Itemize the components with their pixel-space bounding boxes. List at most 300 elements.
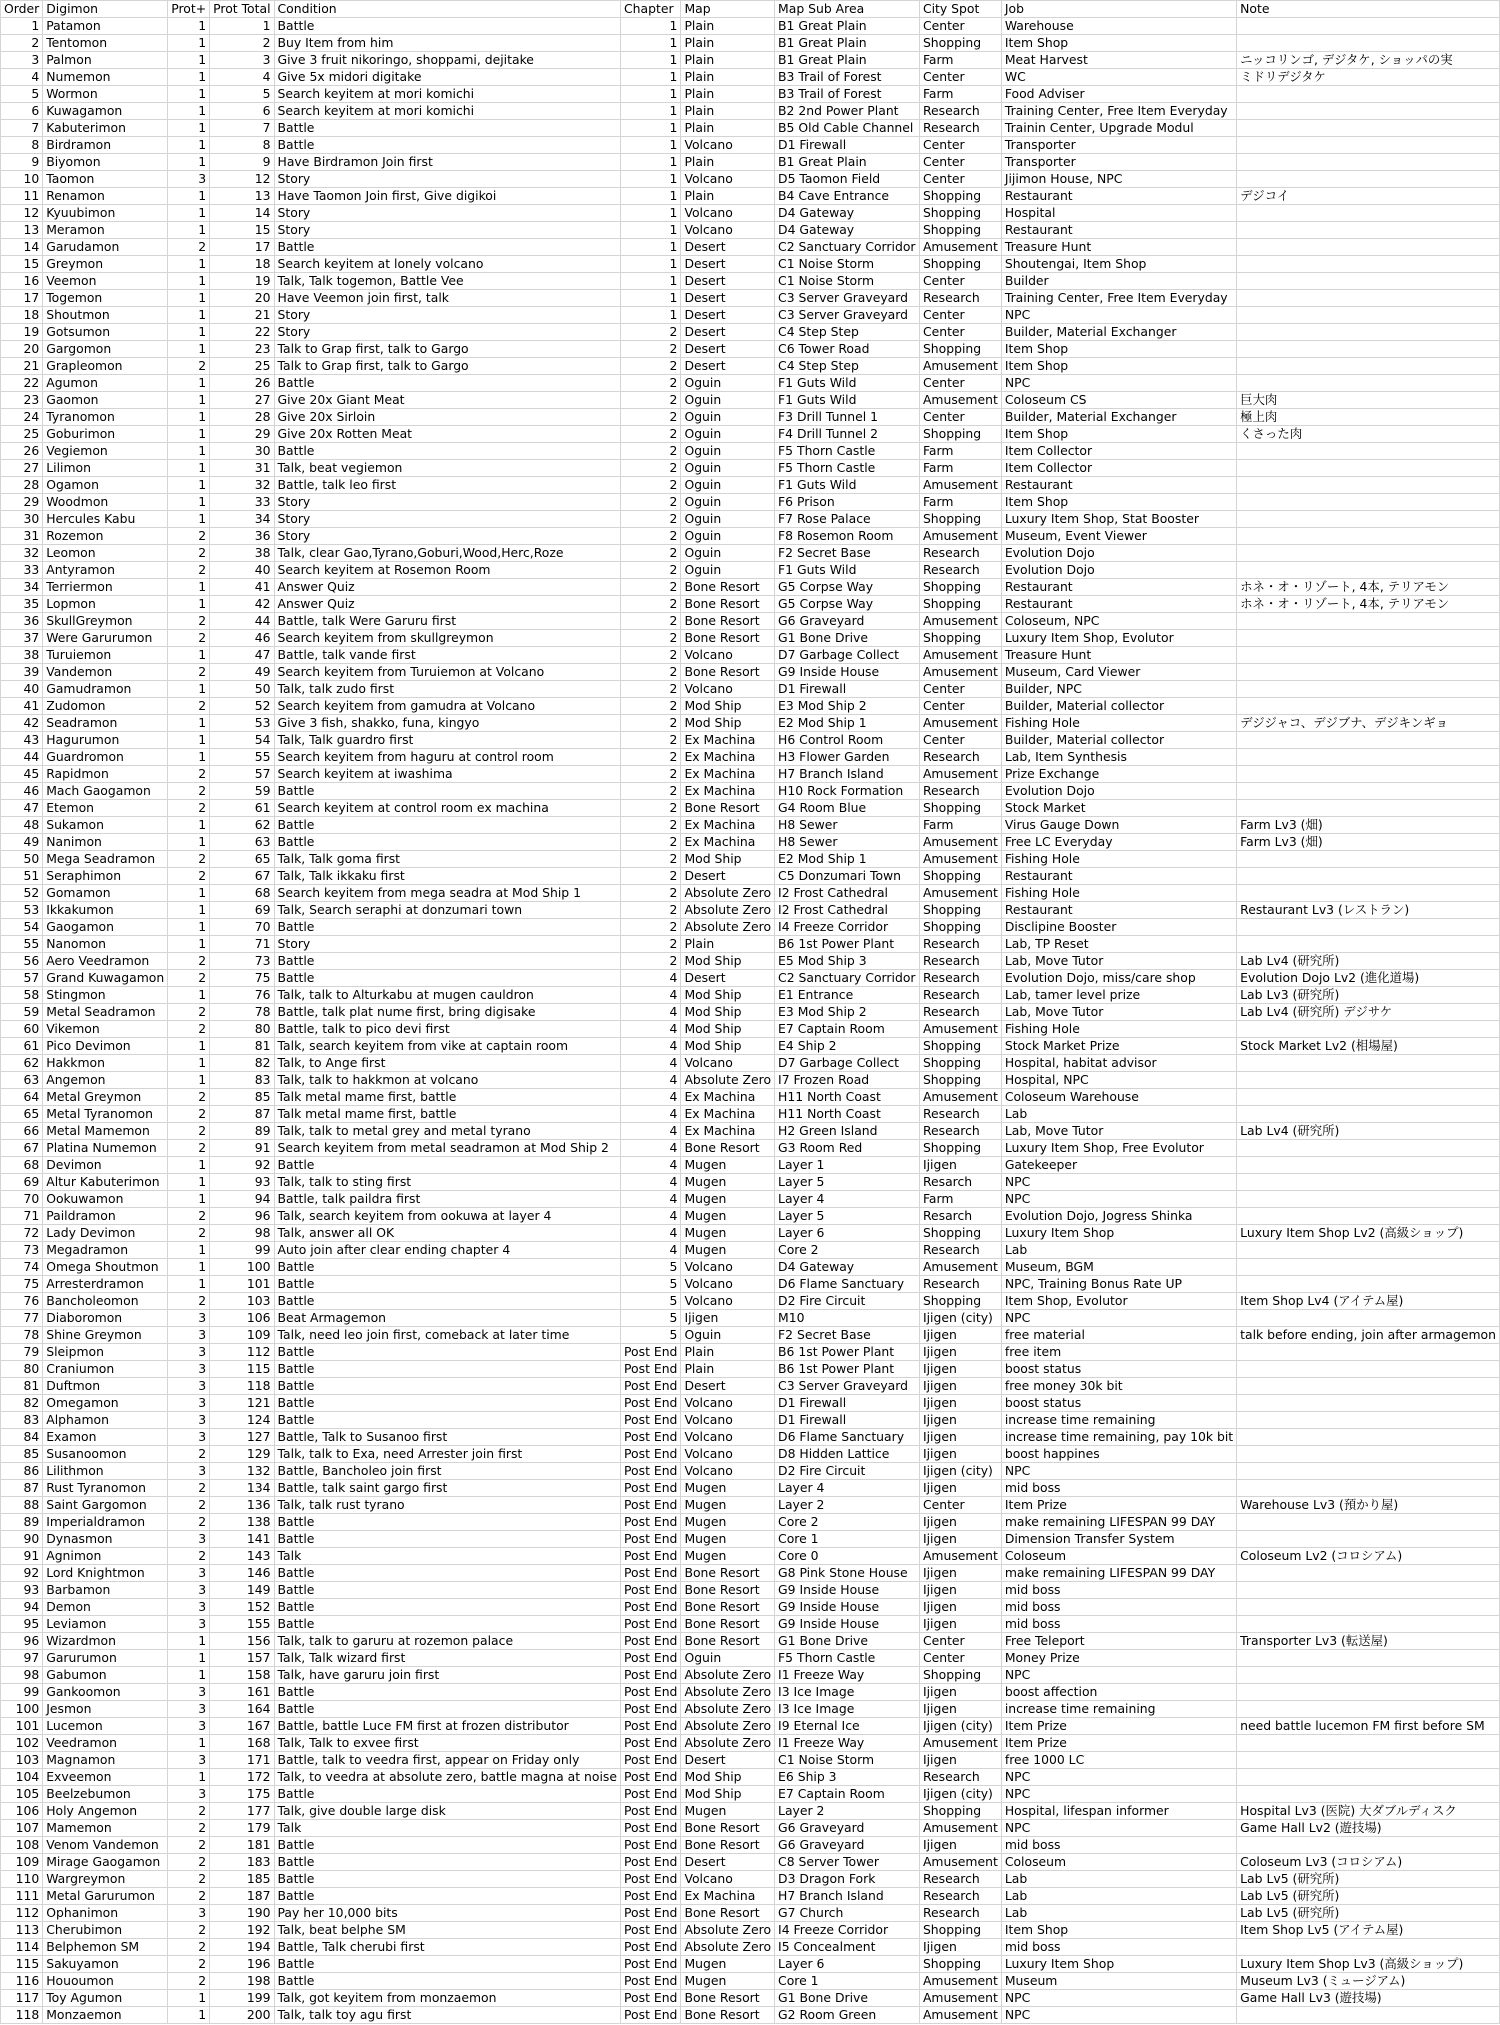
cell-job[interactable]: Jijimon House, NPC: [1001, 171, 1236, 188]
cell-job[interactable]: mid boss: [1001, 1837, 1236, 1854]
cell-map-sub-area[interactable]: C1 Noise Storm: [775, 273, 920, 290]
cell-map[interactable]: Plain: [681, 1361, 775, 1378]
cell-city-spot[interactable]: Farm: [919, 1191, 1001, 1208]
cell-digimon[interactable]: Woodmon: [43, 494, 168, 511]
cell-chapter[interactable]: 1: [621, 239, 681, 256]
cell-job[interactable]: Meat Harvest: [1001, 52, 1236, 69]
cell-condition[interactable]: Answer Quiz: [274, 579, 621, 596]
cell-job[interactable]: Virus Gauge Down: [1001, 817, 1236, 834]
cell-map[interactable]: Desert: [681, 239, 775, 256]
cell-condition[interactable]: Story: [274, 205, 621, 222]
cell-map[interactable]: Ex Machina: [681, 1888, 775, 1905]
cell-note[interactable]: Luxury Item Shop Lv3 (高級ショップ): [1237, 1956, 1500, 1973]
cell-city-spot[interactable]: Research: [919, 120, 1001, 137]
cell-city-spot[interactable]: Research: [919, 1905, 1001, 1922]
cell-condition[interactable]: Beat Armagemon: [274, 1310, 621, 1327]
cell-prot-plus[interactable]: 3: [168, 1378, 210, 1395]
cell-prot-total[interactable]: 89: [210, 1123, 274, 1140]
cell-city-spot[interactable]: Shopping: [919, 1922, 1001, 1939]
cell-city-spot[interactable]: Ijigen: [919, 1752, 1001, 1769]
cell-map[interactable]: Absolute Zero: [681, 902, 775, 919]
cell-city-spot[interactable]: Research: [919, 970, 1001, 987]
cell-condition[interactable]: Battle: [274, 1293, 621, 1310]
cell-chapter[interactable]: 5: [621, 1259, 681, 1276]
cell-map-sub-area[interactable]: D3 Dragon Fork: [775, 1871, 920, 1888]
cell-prot-total[interactable]: 101: [210, 1276, 274, 1293]
cell-digimon[interactable]: Togemon: [43, 290, 168, 307]
cell-prot-plus[interactable]: 1: [168, 749, 210, 766]
cell-job[interactable]: Transporter: [1001, 137, 1236, 154]
cell-map[interactable]: Oguin: [681, 409, 775, 426]
cell-note[interactable]: talk before ending, join after armagemon: [1237, 1327, 1500, 1344]
cell-note[interactable]: [1237, 936, 1500, 953]
cell-city-spot[interactable]: Shopping: [919, 596, 1001, 613]
cell-note[interactable]: [1237, 528, 1500, 545]
cell-order[interactable]: 91: [1, 1548, 43, 1565]
cell-job[interactable]: Coloseum: [1001, 1548, 1236, 1565]
cell-chapter[interactable]: 1: [621, 120, 681, 137]
cell-note[interactable]: [1237, 1480, 1500, 1497]
cell-job[interactable]: Training Center, Free Item Everyday: [1001, 290, 1236, 307]
cell-map[interactable]: Desert: [681, 307, 775, 324]
cell-map-sub-area[interactable]: B4 Cave Entrance: [775, 188, 920, 205]
cell-digimon[interactable]: Ikkakumon: [43, 902, 168, 919]
cell-prot-plus[interactable]: 3: [168, 1786, 210, 1803]
cell-city-spot[interactable]: Center: [919, 69, 1001, 86]
cell-map[interactable]: Mod Ship: [681, 1038, 775, 1055]
cell-digimon[interactable]: Hagurumon: [43, 732, 168, 749]
cell-city-spot[interactable]: Amusement: [919, 885, 1001, 902]
cell-prot-total[interactable]: 187: [210, 1888, 274, 1905]
cell-note[interactable]: [1237, 1616, 1500, 1633]
cell-map[interactable]: Mod Ship: [681, 715, 775, 732]
cell-condition[interactable]: Battle: [274, 817, 621, 834]
cell-job[interactable]: Restaurant: [1001, 579, 1236, 596]
cell-city-spot[interactable]: Amusement: [919, 715, 1001, 732]
cell-map[interactable]: Volcano: [681, 171, 775, 188]
cell-digimon[interactable]: Gabumon: [43, 1667, 168, 1684]
cell-job[interactable]: Fishing Hole: [1001, 1021, 1236, 1038]
cell-condition[interactable]: Give 20x Giant Meat: [274, 392, 621, 409]
cell-prot-plus[interactable]: 1: [168, 18, 210, 35]
cell-map-sub-area[interactable]: G9 Inside House: [775, 1582, 920, 1599]
cell-condition[interactable]: Story: [274, 222, 621, 239]
cell-job[interactable]: Stock Market: [1001, 800, 1236, 817]
cell-prot-total[interactable]: 52: [210, 698, 274, 715]
cell-condition[interactable]: Answer Quiz: [274, 596, 621, 613]
cell-map-sub-area[interactable]: F1 Guts Wild: [775, 477, 920, 494]
cell-note[interactable]: [1237, 307, 1500, 324]
cell-prot-plus[interactable]: 1: [168, 205, 210, 222]
cell-order[interactable]: 109: [1, 1854, 43, 1871]
cell-map-sub-area[interactable]: I9 Eternal Ice: [775, 1718, 920, 1735]
cell-map-sub-area[interactable]: G6 Graveyard: [775, 1820, 920, 1837]
cell-prot-total[interactable]: 47: [210, 647, 274, 664]
cell-map[interactable]: Ex Machina: [681, 732, 775, 749]
cell-condition[interactable]: Pay her 10,000 bits: [274, 1905, 621, 1922]
cell-prot-total[interactable]: 155: [210, 1616, 274, 1633]
cell-prot-plus[interactable]: 2: [168, 528, 210, 545]
cell-city-spot[interactable]: Ijigen (city): [919, 1310, 1001, 1327]
cell-order[interactable]: 67: [1, 1140, 43, 1157]
cell-condition[interactable]: Talk, talk to sting first: [274, 1174, 621, 1191]
cell-prot-plus[interactable]: 1: [168, 1072, 210, 1089]
cell-note[interactable]: Lab Lv5 (研究所): [1237, 1871, 1500, 1888]
cell-prot-plus[interactable]: 1: [168, 35, 210, 52]
cell-city-spot[interactable]: Ijigen: [919, 1582, 1001, 1599]
cell-chapter[interactable]: 2: [621, 681, 681, 698]
cell-map[interactable]: Absolute Zero: [681, 1939, 775, 1956]
cell-order[interactable]: 50: [1, 851, 43, 868]
cell-digimon[interactable]: Tentomon: [43, 35, 168, 52]
cell-job[interactable]: Coloseum, NPC: [1001, 613, 1236, 630]
cell-digimon[interactable]: Nanomon: [43, 936, 168, 953]
cell-condition[interactable]: Talk, Talk goma first: [274, 851, 621, 868]
cell-condition[interactable]: Talk, Talk togemon, Battle Vee: [274, 273, 621, 290]
cell-map-sub-area[interactable]: Layer 5: [775, 1174, 920, 1191]
cell-note[interactable]: [1237, 443, 1500, 460]
cell-note[interactable]: [1237, 494, 1500, 511]
cell-chapter[interactable]: 1: [621, 273, 681, 290]
cell-order[interactable]: 22: [1, 375, 43, 392]
cell-map-sub-area[interactable]: H8 Sewer: [775, 834, 920, 851]
cell-prot-total[interactable]: 161: [210, 1684, 274, 1701]
cell-city-spot[interactable]: Shopping: [919, 511, 1001, 528]
cell-chapter[interactable]: 2: [621, 953, 681, 970]
cell-digimon[interactable]: Sleipmon: [43, 1344, 168, 1361]
cell-note[interactable]: [1237, 613, 1500, 630]
cell-note[interactable]: Farm Lv3 (畑): [1237, 834, 1500, 851]
cell-chapter[interactable]: Post End: [621, 1837, 681, 1854]
cell-prot-plus[interactable]: 2: [168, 1922, 210, 1939]
cell-order[interactable]: 23: [1, 392, 43, 409]
cell-note[interactable]: [1237, 1055, 1500, 1072]
cell-chapter[interactable]: Post End: [621, 1531, 681, 1548]
cell-digimon[interactable]: Barbamon: [43, 1582, 168, 1599]
cell-chapter[interactable]: 2: [621, 630, 681, 647]
cell-job[interactable]: Luxury Item Shop, Stat Booster: [1001, 511, 1236, 528]
cell-job[interactable]: NPC: [1001, 1310, 1236, 1327]
cell-order[interactable]: 12: [1, 205, 43, 222]
cell-digimon[interactable]: Saint Gargomon: [43, 1497, 168, 1514]
cell-job[interactable]: Luxury Item Shop: [1001, 1956, 1236, 1973]
cell-digimon[interactable]: Agnimon: [43, 1548, 168, 1565]
cell-condition[interactable]: Battle: [274, 1582, 621, 1599]
cell-condition[interactable]: Battle, battle Luce FM first at frozen distributor: [274, 1718, 621, 1735]
cell-job[interactable]: Treasure Hunt: [1001, 647, 1236, 664]
cell-condition[interactable]: Battle: [274, 1157, 621, 1174]
cell-order[interactable]: 75: [1, 1276, 43, 1293]
cell-job[interactable]: NPC: [1001, 1191, 1236, 1208]
cell-digimon[interactable]: Hercules Kabu: [43, 511, 168, 528]
header-condition[interactable]: Condition: [274, 1, 621, 18]
cell-order[interactable]: 14: [1, 239, 43, 256]
cell-map[interactable]: Mugen: [681, 1973, 775, 1990]
cell-job[interactable]: Item Shop: [1001, 35, 1236, 52]
cell-city-spot[interactable]: Shopping: [919, 1803, 1001, 1820]
cell-map[interactable]: Plain: [681, 936, 775, 953]
cell-city-spot[interactable]: Shopping: [919, 1072, 1001, 1089]
cell-note[interactable]: [1237, 919, 1500, 936]
cell-job[interactable]: Museum, Event Viewer: [1001, 528, 1236, 545]
cell-chapter[interactable]: 2: [621, 732, 681, 749]
cell-order[interactable]: 54: [1, 919, 43, 936]
cell-job[interactable]: Lab, Move Tutor: [1001, 1123, 1236, 1140]
cell-digimon[interactable]: Birdramon: [43, 137, 168, 154]
cell-condition[interactable]: Talk metal mame first, battle: [274, 1089, 621, 1106]
cell-condition[interactable]: Battle: [274, 1412, 621, 1429]
cell-condition[interactable]: Search keyitem at lonely volcano: [274, 256, 621, 273]
cell-map-sub-area[interactable]: M10: [775, 1310, 920, 1327]
cell-prot-total[interactable]: 13: [210, 188, 274, 205]
cell-prot-plus[interactable]: 2: [168, 1854, 210, 1871]
cell-job[interactable]: Museum: [1001, 1973, 1236, 1990]
cell-map-sub-area[interactable]: F2 Secret Base: [775, 1327, 920, 1344]
cell-map-sub-area[interactable]: Core 2: [775, 1242, 920, 1259]
cell-map-sub-area[interactable]: Layer 6: [775, 1956, 920, 1973]
cell-map-sub-area[interactable]: D4 Gateway: [775, 1259, 920, 1276]
cell-digimon[interactable]: Pico Devimon: [43, 1038, 168, 1055]
cell-condition[interactable]: Talk: [274, 1548, 621, 1565]
cell-order[interactable]: 83: [1, 1412, 43, 1429]
cell-digimon[interactable]: Vikemon: [43, 1021, 168, 1038]
cell-map[interactable]: Volcano: [681, 681, 775, 698]
cell-digimon[interactable]: Mamemon: [43, 1820, 168, 1837]
cell-prot-total[interactable]: 65: [210, 851, 274, 868]
cell-condition[interactable]: Search keyitem at mori komichi: [274, 103, 621, 120]
cell-prot-total[interactable]: 78: [210, 1004, 274, 1021]
cell-prot-total[interactable]: 40: [210, 562, 274, 579]
cell-chapter[interactable]: 2: [621, 664, 681, 681]
cell-digimon[interactable]: Etemon: [43, 800, 168, 817]
cell-order[interactable]: 46: [1, 783, 43, 800]
cell-condition[interactable]: Battle: [274, 1378, 621, 1395]
cell-map-sub-area[interactable]: E6 Ship 3: [775, 1769, 920, 1786]
cell-map[interactable]: Bone Resort: [681, 579, 775, 596]
cell-note[interactable]: [1237, 1667, 1500, 1684]
cell-chapter[interactable]: Post End: [621, 1514, 681, 1531]
cell-city-spot[interactable]: Research: [919, 1242, 1001, 1259]
cell-chapter[interactable]: 4: [621, 1242, 681, 1259]
cell-condition[interactable]: Talk, Search seraphi at donzumari town: [274, 902, 621, 919]
cell-prot-plus[interactable]: 2: [168, 953, 210, 970]
cell-chapter[interactable]: Post End: [621, 1735, 681, 1752]
cell-digimon[interactable]: Were Garurumon: [43, 630, 168, 647]
cell-digimon[interactable]: Demon: [43, 1599, 168, 1616]
cell-chapter[interactable]: 4: [621, 1140, 681, 1157]
cell-map[interactable]: Mugen: [681, 1803, 775, 1820]
cell-digimon[interactable]: Gamudramon: [43, 681, 168, 698]
cell-prot-plus[interactable]: 2: [168, 664, 210, 681]
cell-job[interactable]: Item Shop: [1001, 426, 1236, 443]
cell-condition[interactable]: Battle: [274, 1616, 621, 1633]
cell-prot-total[interactable]: 53: [210, 715, 274, 732]
cell-chapter[interactable]: 2: [621, 545, 681, 562]
cell-condition[interactable]: Talk, to veedra at absolute zero, battle magna at noise: [274, 1769, 621, 1786]
cell-condition[interactable]: Talk, search keyitem from vike at captain room: [274, 1038, 621, 1055]
cell-note[interactable]: [1237, 1599, 1500, 1616]
cell-note[interactable]: [1237, 171, 1500, 188]
cell-map[interactable]: Oguin: [681, 375, 775, 392]
cell-order[interactable]: 30: [1, 511, 43, 528]
cell-prot-total[interactable]: 81: [210, 1038, 274, 1055]
cell-job[interactable]: Evolution Dojo: [1001, 783, 1236, 800]
cell-map-sub-area[interactable]: B3 Trail of Forest: [775, 86, 920, 103]
cell-order[interactable]: 28: [1, 477, 43, 494]
cell-map[interactable]: Mugen: [681, 1480, 775, 1497]
cell-digimon[interactable]: Greymon: [43, 256, 168, 273]
cell-chapter[interactable]: Post End: [621, 1922, 681, 1939]
cell-job[interactable]: Lab: [1001, 1242, 1236, 1259]
cell-digimon[interactable]: Kuwagamon: [43, 103, 168, 120]
cell-job[interactable]: Lab: [1001, 1905, 1236, 1922]
cell-prot-plus[interactable]: 1: [168, 409, 210, 426]
cell-note[interactable]: [1237, 1463, 1500, 1480]
cell-condition[interactable]: Talk, talk to metal grey and metal tyrano: [274, 1123, 621, 1140]
cell-digimon[interactable]: Beelzebumon: [43, 1786, 168, 1803]
cell-digimon[interactable]: Kyuubimon: [43, 205, 168, 222]
cell-job[interactable]: Luxury Item Shop, Free Evolutor: [1001, 1140, 1236, 1157]
cell-prot-plus[interactable]: 3: [168, 1684, 210, 1701]
cell-prot-plus[interactable]: 1: [168, 596, 210, 613]
cell-order[interactable]: 21: [1, 358, 43, 375]
cell-map-sub-area[interactable]: E4 Ship 2: [775, 1038, 920, 1055]
cell-prot-total[interactable]: 136: [210, 1497, 274, 1514]
cell-prot-plus[interactable]: 2: [168, 1837, 210, 1854]
cell-chapter[interactable]: 4: [621, 1004, 681, 1021]
cell-prot-total[interactable]: 168: [210, 1735, 274, 1752]
cell-chapter[interactable]: 1: [621, 256, 681, 273]
cell-prot-total[interactable]: 146: [210, 1565, 274, 1582]
cell-chapter[interactable]: Post End: [621, 1956, 681, 1973]
cell-digimon[interactable]: Lord Knightmon: [43, 1565, 168, 1582]
cell-city-spot[interactable]: Shopping: [919, 1225, 1001, 1242]
cell-order[interactable]: 102: [1, 1735, 43, 1752]
cell-city-spot[interactable]: Amusement: [919, 647, 1001, 664]
cell-prot-plus[interactable]: 2: [168, 1803, 210, 1820]
cell-map[interactable]: Volcano: [681, 1446, 775, 1463]
cell-city-spot[interactable]: Ijigen (city): [919, 1786, 1001, 1803]
cell-map-sub-area[interactable]: D4 Gateway: [775, 205, 920, 222]
cell-digimon[interactable]: Sukamon: [43, 817, 168, 834]
cell-chapter[interactable]: 4: [621, 1021, 681, 1038]
cell-map-sub-area[interactable]: Layer 6: [775, 1225, 920, 1242]
cell-digimon[interactable]: Metal Tyranomon: [43, 1106, 168, 1123]
cell-prot-plus[interactable]: 2: [168, 1820, 210, 1837]
cell-note[interactable]: [1237, 1582, 1500, 1599]
cell-map[interactable]: Ex Machina: [681, 783, 775, 800]
cell-prot-total[interactable]: 80: [210, 1021, 274, 1038]
cell-map[interactable]: Plain: [681, 1344, 775, 1361]
cell-chapter[interactable]: 4: [621, 1089, 681, 1106]
cell-map-sub-area[interactable]: F5 Thorn Castle: [775, 443, 920, 460]
cell-city-spot[interactable]: Amusement: [919, 528, 1001, 545]
cell-map-sub-area[interactable]: Core 1: [775, 1973, 920, 1990]
cell-city-spot[interactable]: Ijigen: [919, 1395, 1001, 1412]
cell-digimon[interactable]: Wormon: [43, 86, 168, 103]
cell-note[interactable]: [1237, 732, 1500, 749]
cell-city-spot[interactable]: Research: [919, 1871, 1001, 1888]
cell-order[interactable]: 20: [1, 341, 43, 358]
header-map[interactable]: Map: [681, 1, 775, 18]
cell-city-spot[interactable]: Farm: [919, 817, 1001, 834]
cell-condition[interactable]: Have Taomon Join first, Give digikoi: [274, 188, 621, 205]
cell-note[interactable]: [1237, 137, 1500, 154]
cell-order[interactable]: 82: [1, 1395, 43, 1412]
cell-job[interactable]: Food Adviser: [1001, 86, 1236, 103]
cell-prot-total[interactable]: 171: [210, 1752, 274, 1769]
cell-job[interactable]: Restaurant: [1001, 868, 1236, 885]
cell-prot-total[interactable]: 57: [210, 766, 274, 783]
cell-prot-total[interactable]: 26: [210, 375, 274, 392]
cell-map-sub-area[interactable]: D8 Hidden Lattice: [775, 1446, 920, 1463]
cell-note[interactable]: [1237, 290, 1500, 307]
cell-condition[interactable]: Battle, talk to pico devi first: [274, 1021, 621, 1038]
cell-note[interactable]: Transporter Lv3 (転送屋): [1237, 1633, 1500, 1650]
cell-prot-plus[interactable]: 3: [168, 1718, 210, 1735]
cell-digimon[interactable]: Lopmon: [43, 596, 168, 613]
cell-condition[interactable]: Search keyitem from haguru at control room: [274, 749, 621, 766]
cell-job[interactable]: boost affection: [1001, 1684, 1236, 1701]
cell-map-sub-area[interactable]: I3 Ice Image: [775, 1701, 920, 1718]
cell-map[interactable]: Mugen: [681, 1531, 775, 1548]
cell-prot-total[interactable]: 91: [210, 1140, 274, 1157]
cell-order[interactable]: 11: [1, 188, 43, 205]
cell-map[interactable]: Plain: [681, 35, 775, 52]
cell-city-spot[interactable]: Ijigen: [919, 1599, 1001, 1616]
cell-job[interactable]: Item Shop: [1001, 341, 1236, 358]
cell-prot-plus[interactable]: 1: [168, 1174, 210, 1191]
cell-condition[interactable]: Battle: [274, 1956, 621, 1973]
cell-order[interactable]: 62: [1, 1055, 43, 1072]
cell-prot-total[interactable]: 167: [210, 1718, 274, 1735]
cell-prot-total[interactable]: 106: [210, 1310, 274, 1327]
cell-map[interactable]: Mugen: [681, 1191, 775, 1208]
cell-chapter[interactable]: Post End: [621, 1888, 681, 1905]
cell-city-spot[interactable]: Ijigen (city): [919, 1718, 1001, 1735]
cell-order[interactable]: 49: [1, 834, 43, 851]
cell-note[interactable]: [1237, 2007, 1500, 2024]
cell-prot-plus[interactable]: 3: [168, 1395, 210, 1412]
cell-note[interactable]: [1237, 103, 1500, 120]
cell-map-sub-area[interactable]: Core 0: [775, 1548, 920, 1565]
cell-note[interactable]: [1237, 800, 1500, 817]
cell-condition[interactable]: Battle: [274, 1361, 621, 1378]
cell-note[interactable]: Lab Lv3 (研究所): [1237, 987, 1500, 1004]
cell-prot-plus[interactable]: 2: [168, 1004, 210, 1021]
cell-city-spot[interactable]: Farm: [919, 52, 1001, 69]
cell-chapter[interactable]: 4: [621, 1191, 681, 1208]
cell-chapter[interactable]: 2: [621, 375, 681, 392]
cell-digimon[interactable]: Ophanimon: [43, 1905, 168, 1922]
cell-map-sub-area[interactable]: G9 Inside House: [775, 1599, 920, 1616]
cell-condition[interactable]: Talk, Talk ikkaku first: [274, 868, 621, 885]
cell-chapter[interactable]: 2: [621, 341, 681, 358]
cell-chapter[interactable]: 2: [621, 936, 681, 953]
cell-map-sub-area[interactable]: F5 Thorn Castle: [775, 460, 920, 477]
cell-job[interactable]: mid boss: [1001, 1480, 1236, 1497]
cell-prot-total[interactable]: 1: [210, 18, 274, 35]
cell-map-sub-area[interactable]: G7 Church: [775, 1905, 920, 1922]
cell-order[interactable]: 24: [1, 409, 43, 426]
cell-prot-plus[interactable]: 3: [168, 1429, 210, 1446]
cell-condition[interactable]: Give 3 fish, shakko, funa, kingyo: [274, 715, 621, 732]
cell-order[interactable]: 25: [1, 426, 43, 443]
cell-prot-total[interactable]: 127: [210, 1429, 274, 1446]
cell-prot-plus[interactable]: 2: [168, 613, 210, 630]
cell-prot-total[interactable]: 157: [210, 1650, 274, 1667]
cell-city-spot[interactable]: Center: [919, 307, 1001, 324]
